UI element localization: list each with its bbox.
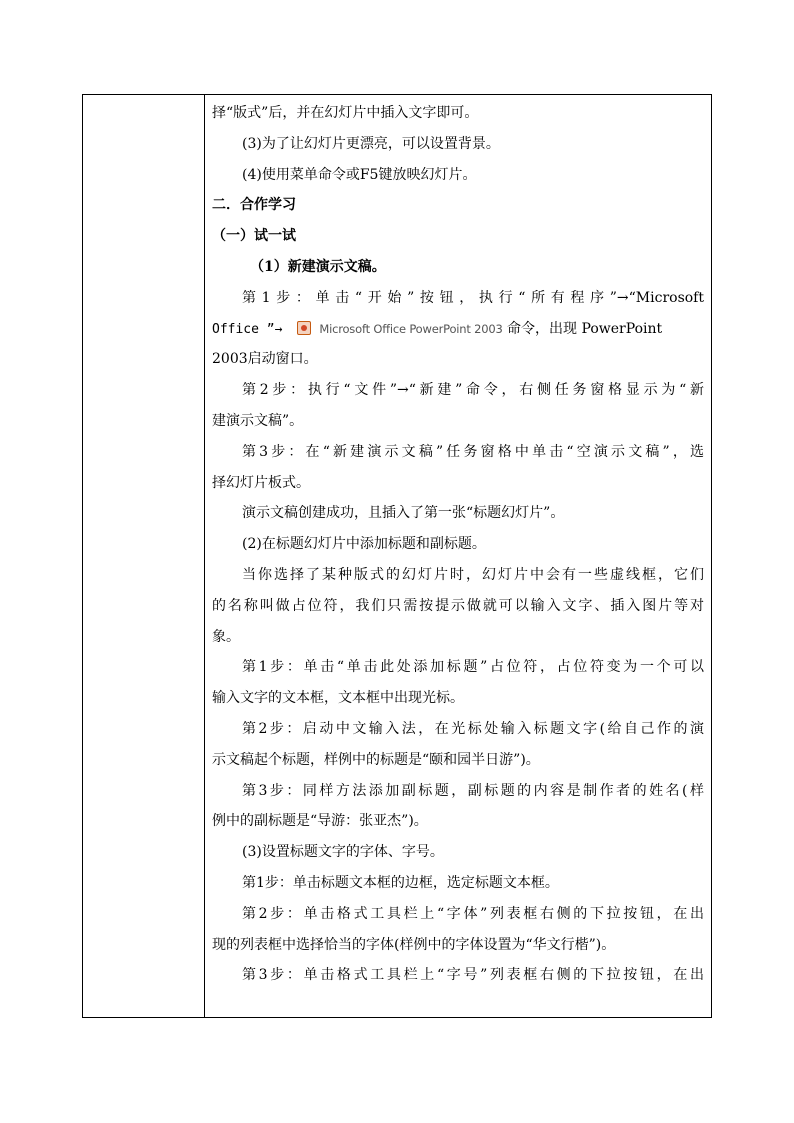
office-line (212, 314, 704, 345)
text-line: 择“版式”后，并在幻灯片中插入文字即可。 (212, 105, 479, 121)
text-line: (4)使用菜单命令或F5键放映幻灯片。 (242, 166, 477, 183)
text-line: 例中的副标题是“导游：张亚杰”)。 (212, 813, 428, 830)
powerpoint-menu-label: Microsoft Office PowerPoint 2003 (319, 321, 503, 336)
office-line-suffix: 命令，出现 PowerPoint (507, 320, 663, 337)
section-heading: 二．合作学习 (212, 197, 296, 214)
text-line: 择幻灯片板式。 (212, 474, 310, 491)
text-line: 演示文稿创建成功，且插入了第一张“标题幻灯片”。 (242, 505, 565, 522)
text-line: 的名称叫做占位符，我们只需按提示做就可以输入文字、插入图片等对 (212, 597, 704, 614)
text-line: 第3步：同样方法添加副标题，副标题的内容是制作者的姓名(样 (242, 782, 704, 799)
office-line-prefix: Office ”→ (212, 321, 283, 337)
text-line: 第2步：单击格式工具栏上“字体”列表框右侧的下拉按钮，在出 (242, 905, 704, 922)
subsection-heading: （一）试一试 (212, 228, 296, 245)
text-line: 2003启动窗口。 (212, 351, 318, 368)
text-line: 示文稿起个标题，样例中的标题是“颐和园半日游”)。 (212, 751, 540, 768)
text-line: 第1步：单击标题文本框的边框，选定标题文本框。 (242, 874, 559, 891)
text-line: 第1步：单击“单击此处添加标题”占位符，占位符变为一个可以 (242, 659, 704, 676)
text-line: 第2步：启动中文输入法，在光标处输入标题文字(给自己作的演 (242, 720, 704, 737)
column-divider (204, 95, 205, 1017)
text-line: 第2步：执行“文件”→“新建”命令，右侧任务窗格显示为“新 (242, 382, 704, 399)
powerpoint-icon (297, 321, 311, 335)
text-line: 建演示文稿”。 (212, 412, 304, 429)
text-line: 当你选择了某种版式的幻灯片时，幻灯片中会有一些虚线框，它们 (242, 566, 704, 583)
text-line: 第3步：在“新建演示文稿”任务窗格中单击“空演示文稿”，选 (242, 443, 704, 460)
text-line: 象。 (212, 628, 240, 645)
text-line: 第3步：单击格式工具栏上“字号”列表框右侧的下拉按钮，在出 (242, 967, 704, 984)
text-line: (3)为了让幻灯片更漂亮，可以设置背景。 (242, 135, 500, 152)
text-line: 第1步：单击“开始”按钮，执行“所有程序”→“Microsoft (242, 289, 704, 306)
task-heading: （1）新建演示文稿。 (250, 258, 386, 275)
content-cell (212, 98, 704, 991)
text-line: 输入文字的文本框，文本框中出现光标。 (212, 690, 464, 707)
text-line: (2)在标题幻灯片中添加标题和副标题。 (242, 536, 486, 553)
text-line: 现的列表框中选择恰当的字体(样例中的字体设置为“华文行楷”)。 (212, 936, 616, 953)
text-line: (3)设置标题文字的字体、字号。 (242, 844, 444, 861)
